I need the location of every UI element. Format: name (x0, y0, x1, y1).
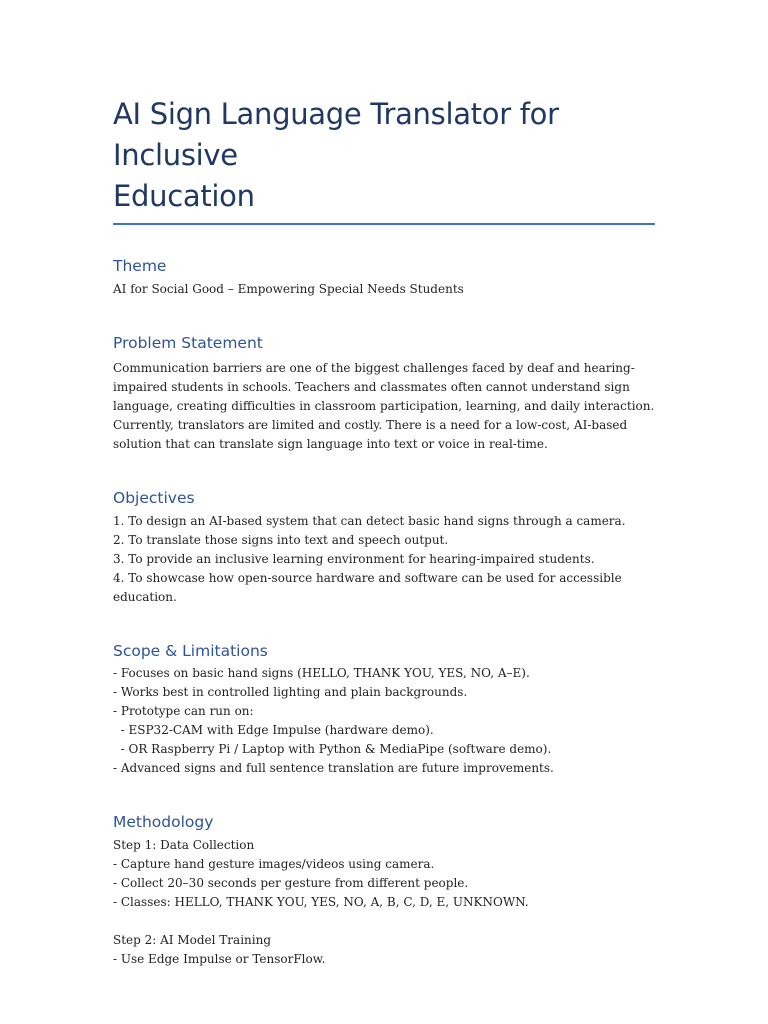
methodology-line: - Use Edge Impulse or TensorFlow. (113, 952, 326, 966)
objective-item: education. (113, 590, 177, 604)
scope-item: - Prototype can run on: (113, 704, 254, 718)
methodology-line: - Classes: HELLO, THANK YOU, YES, NO, A, B, C, D, E, UNKNOWN. (113, 895, 529, 909)
title-line-1: AI Sign Language Translator for Inclusive (113, 97, 559, 172)
theme-text: AI for Social Good – Empowering Special Needs Students (113, 282, 464, 296)
scope-item: - Works best in controlled lighting and plain backgrounds. (113, 685, 468, 699)
problem-line: impaired students in schools. Teachers and classmates often cannot understand sign (113, 380, 630, 394)
scope-item: - OR Raspberry Pi / Laptop with Python & MediaPipe (software demo). (113, 742, 552, 756)
objective-item: 2. To translate those signs into text and speech output. (113, 533, 449, 547)
problem-line: solution that can translate sign language into text or voice in real-time. (113, 437, 548, 451)
scope-list (113, 664, 655, 778)
objective-item: 1. To design an AI-based system that can detect basic hand signs through a camera. (113, 514, 626, 528)
objective-item: 3. To provide an inclusive learning environment for hearing-impaired students. (113, 552, 595, 566)
methodology-step2 (113, 931, 655, 969)
methodology-line: Step 2: AI Model Training (113, 933, 272, 947)
document-title (113, 94, 655, 217)
title-underline (113, 223, 655, 225)
scope-item: - Advanced signs and full sentence translation are future improvements. (113, 761, 554, 775)
scope-item: - ESP32-CAM with Edge Impulse (hardware demo). (113, 723, 434, 737)
problem-line: language, creating difficulties in classroom participation, learning, and daily interaction. (113, 399, 655, 413)
scope-item: - Focuses on basic hand signs (HELLO, THANK YOU, YES, NO, A–E). (113, 666, 530, 680)
objective-item: 4. To showcase how open-source hardware and software can be used for accessible (113, 571, 622, 585)
methodology-line: - Capture hand gesture images/videos using camera. (113, 857, 435, 871)
scope-heading: Scope & Limitations (113, 642, 268, 660)
title-line-2: Education (113, 179, 255, 213)
problem-paragraph (113, 359, 655, 454)
document-page (113, 94, 655, 969)
theme-heading: Theme (113, 257, 167, 275)
objectives-list (113, 512, 655, 607)
methodology-line: - Collect 20–30 seconds per gesture from different people. (113, 876, 469, 890)
paragraph-spacer (113, 912, 655, 931)
methodology-step1 (113, 836, 655, 912)
problem-line: Communication barriers are one of the biggest challenges faced by deaf and hearing- (113, 361, 635, 375)
methodology-line: Step 1: Data Collection (113, 838, 255, 852)
methodology-heading: Methodology (113, 813, 214, 831)
problem-line: Currently, translators are limited and costly. There is a need for a low-cost, AI-based (113, 418, 628, 432)
problem-heading: Problem Statement (113, 334, 263, 352)
objectives-heading: Objectives (113, 489, 195, 507)
